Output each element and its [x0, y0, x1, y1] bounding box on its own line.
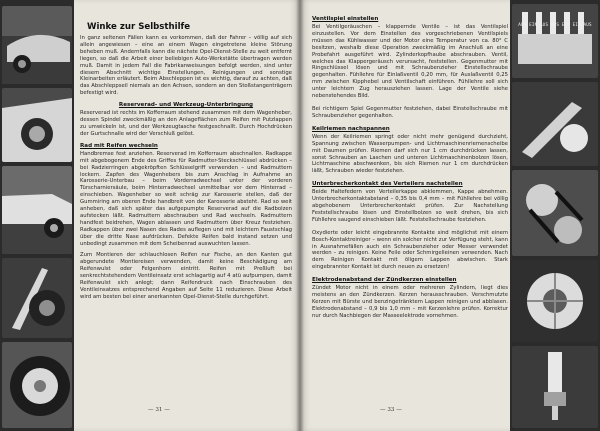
spark-plug-illustration: [512, 346, 598, 428]
section-heading-spare-wheel: Reserverad- und Werkzeug-Unterbringung: [118, 102, 254, 109]
wheel-change-paragraph: Handbremse fest anziehen. Reserverad im Kofferraum abschnallen. Radkappe mit abgebogenem Ende des Griffes für Radmutter-Steckschlüssel abdrücken – bei Radzierringen abgekröpften Schlüsselgriff verwenden – und Radmuttern lockern. Zapfen des Wagenhebers bis zum Anschlag in Aufnahme an Karosserie-Unterbau – beim Vorderradwechsel unter der vorderen Türscharniersäule, beim Hinterradwechsel unmittelbar vor dem Hinterrad – einschieben. Wagenheber so weit schräg zur Karosserie stellen, daß der Gummiring am oberen Ende handbreit von der Karosserie absteht. Rad so weit anheben, daß sich später das aufgepumpte Reserverad auf die Radbolzen aufstecken läßt. Radmuttern abschrauben und Rad wechseln. Radmuttern handfest beidrehen, Wagen ablassen und Radmuttern über Kreuz festziehen. Radkappen über zwei Nasen des Rades auflegen und mit leichtem Faustschlag über die dritte Nase aufdrücken. Defekte Reifen bald instand setzen und unbedingt zusammen mit dem Scheibenrad auswuchten lassen.: [80, 150, 292, 247]
section-heading-spark-plugs: Elektrodenabstand der Zündkerzen einstellen: [312, 277, 457, 284]
section-heading-breaker-contact: Unterbrecherkontakt des Verteilers nachstellen: [312, 181, 463, 188]
jack-illustration: [2, 258, 72, 338]
book-gutter: [296, 0, 304, 431]
valve-illustration: [512, 4, 598, 78]
right-photo-strip: [510, 0, 600, 431]
spark-plugs-paragraph: Zündet Motor nicht in einem oder mehreren Zylindern, liegt dies meistens an den Zündkerzen. Kerzen herausschrauben. Verschmutzte Kerzen mit Bürste und benzingetränktem Lappen reinigen und abblasen. Elektrodenabstand – 0,9 bis 1,0 mm – mit Kerzenlehre prüfen. Korrektur nur durch Nachbiegen der Masseelektrode vornehmen.: [312, 285, 508, 319]
wheel-cap-photo: [2, 342, 72, 428]
page-title: Winke zur Selbsthilfe: [87, 22, 191, 32]
section-heading-valve-clearance: Ventilspiel einstellen: [312, 16, 379, 22]
jack-photo: [2, 258, 72, 338]
v-belt-illustration: [512, 170, 598, 256]
distributor-illustration: [512, 260, 598, 342]
trunk-illustration: [2, 88, 72, 162]
left-text-column: [80, 0, 292, 306]
section-heading-wheel-change: Rad mit Reifen wechseln: [80, 142, 158, 149]
spark-plug-photo: [512, 346, 598, 428]
tubeless-tire-paragraph: Zum Montieren der schlauchlosen Reifen nur Fische, an den Kanten gut abgerundete Montiereisen verwenden, damit keine Beschädigung am Reifenwulst oder Felgenhorn eintritt. Reifen mit Preßluft bei senkrechtstehendem Ventileinsatz erst schlagartig auf 4 atü aufpumpen, damit Reifenwulst sich anlegt; dann Reifendruck nach Einschrauben des Ventileinsatzes entsprechend Angaben auf Seite 11 reduzieren. Diese Arbeit wird am besten bei einer anerkannten Opel-Dienst-Stelle durchgeführt.: [80, 252, 292, 300]
section-heading-v-belt: Keilriemen nachspannen: [312, 125, 390, 132]
valve-cover-photo: [512, 4, 598, 78]
right-page-number: — 33 —: [380, 407, 402, 413]
breaker-contact-paragraph-2: Oxydierte oder leicht eingebrannte Kontakte sind möglichst mit einem Bosch-Kontaktreiniger – wenn ein solcher nicht zur Verfügung steht, kann in Ausnahmefällen auch ein Schraubenzieher oder Messer verwendet werden – zu reinigen. Keine Feile oder Schmirgelleinen verwenden. Nach dem Reinigen Kontakt mit öligem Lappen abwischen. Stark eingebrannter Kontakt ist durch neuen zu ersetzen!: [312, 229, 508, 271]
distributor-photo: [512, 260, 598, 342]
feeler-gauge-photo: [512, 82, 598, 166]
intro-paragraph: In ganz seltenen Fällen kann es vorkommen, daß der Fahrer – völlig auf sich allein angewiesen – eine an einem Wagen eingetretene kleine Störung beheben muß. Andernfalls kann die nächste Opel-Dienst-Stelle zu weit entfernt liegen, so daß die Arbeit einer beliebigen Auto-Werkstätte übertragen werden muß. Damit in jedem Fall die Fabrikanweisungen befolgt werden, sind unter diesem Abschnitt wichtige Einstellungen, Reinigungen und sonstige Kleinarbeiten erläutert. Beim Abschleppen ist es wichtig, darauf zu achten, daß das Abschleppseil niemals an den Achsen, sondern an den Stoßstangenträgern befestigt wird.: [80, 35, 292, 97]
breaker-contact-paragraph: Beide Haltefedern von Verteilerkappe abklemmen, Kappe abnehmen. Unterbrecherkontaktabstand – 0,35 bis 0,4 mm – mit Fühllehre bei völlig abgehobenem Unterbrecherkontakt prüfen. Zur Nachstellung Feststellschraube lösen und Einstellbolzen so weit drehen, bis sich Fühllehre saugend einschieben läßt. Feststellschraube festziehen.: [312, 189, 508, 223]
valve-clearance-paragraph: Bei Ventilgeräuschen – klappernde Ventile – ist das Ventilspiel einzustellen. Vor dem Einstellen des vorgeschriebenen Ventilspiels müssen das Kühlwasser und der Motor eine Temperatur von ca. 80° C besitzen, weshalb diese Operation zweckmäßig im Anschluß an eine Probefahrt ausgeführt wird. Zylinderkopfhaube abschrauben. Ventil, welches das Klappergeräusch verursacht, feststellen. Gegenmutter mit Ringschlüssel lösen und mit Schraubenzieher Einstellschraube gegenhalten. Fühllehre für Einlaßventil 0,20 mm, für Auslaßventil 0,25 mm zwischen Kipphebel und Ventilschaft einführen. Fühllehre soll sich unter leichtem Zug herausziehen lassen. Lage der Ventile siehe nebenstehendes Bild.: [312, 24, 508, 100]
left-page-number: — 31 —: [148, 407, 170, 413]
valve-clearance-paragraph-2: Bei richtigem Spiel Gegenmutter festziehen, dabei Einstellschraube mit Schraubenzieher gegenhalten.: [312, 105, 508, 119]
right-page: [300, 0, 600, 431]
v-belt-paragraph: Wenn der Keilriemen springt oder nicht mehr genügend durchzieht, Spannung zwischen Wasserpumpen- und Lichtmaschinenriemenscheibe mit Daumen prüfen. Riemen darf sich nur 1 cm durchdrücken lassen, sonst Schrauben an Laschen und unteren Lichtmaschinenbolzen lösen, Lichtmaschine abschwenken, bis sich Riemen nur 1 cm durchdrücken läßt, Schrauben wieder festziehen.: [312, 133, 508, 175]
valve-order-caption: AUS EIN AUS AUS EIN EIN AUS: [518, 22, 592, 27]
wheel-cap-illustration: [2, 342, 72, 428]
car-side-illustration: [2, 166, 72, 254]
car-front-photo: [2, 6, 72, 84]
car-side-photo: [2, 166, 72, 254]
right-text-column: [312, 0, 508, 326]
left-photo-strip: [0, 0, 74, 431]
car-front-illustration: [2, 6, 72, 84]
spare-wheel-paragraph: Reserverad ist rechts im Kofferraum stehend zusammen mit dem Wagenheber, dessen Spindel zweckmäßig an den Anlageflächen zum Reifen mit Putzlappen zu umwickeln ist, und der Werkzeugtasche festgeschnallt. Durch Hochdrücken der Gurtschnalle wird der Verschluß gelöst.: [80, 110, 292, 137]
feeler-gauge-illustration: [512, 82, 598, 166]
trunk-spare-wheel-photo: [2, 88, 72, 162]
v-belt-photo: [512, 170, 598, 256]
